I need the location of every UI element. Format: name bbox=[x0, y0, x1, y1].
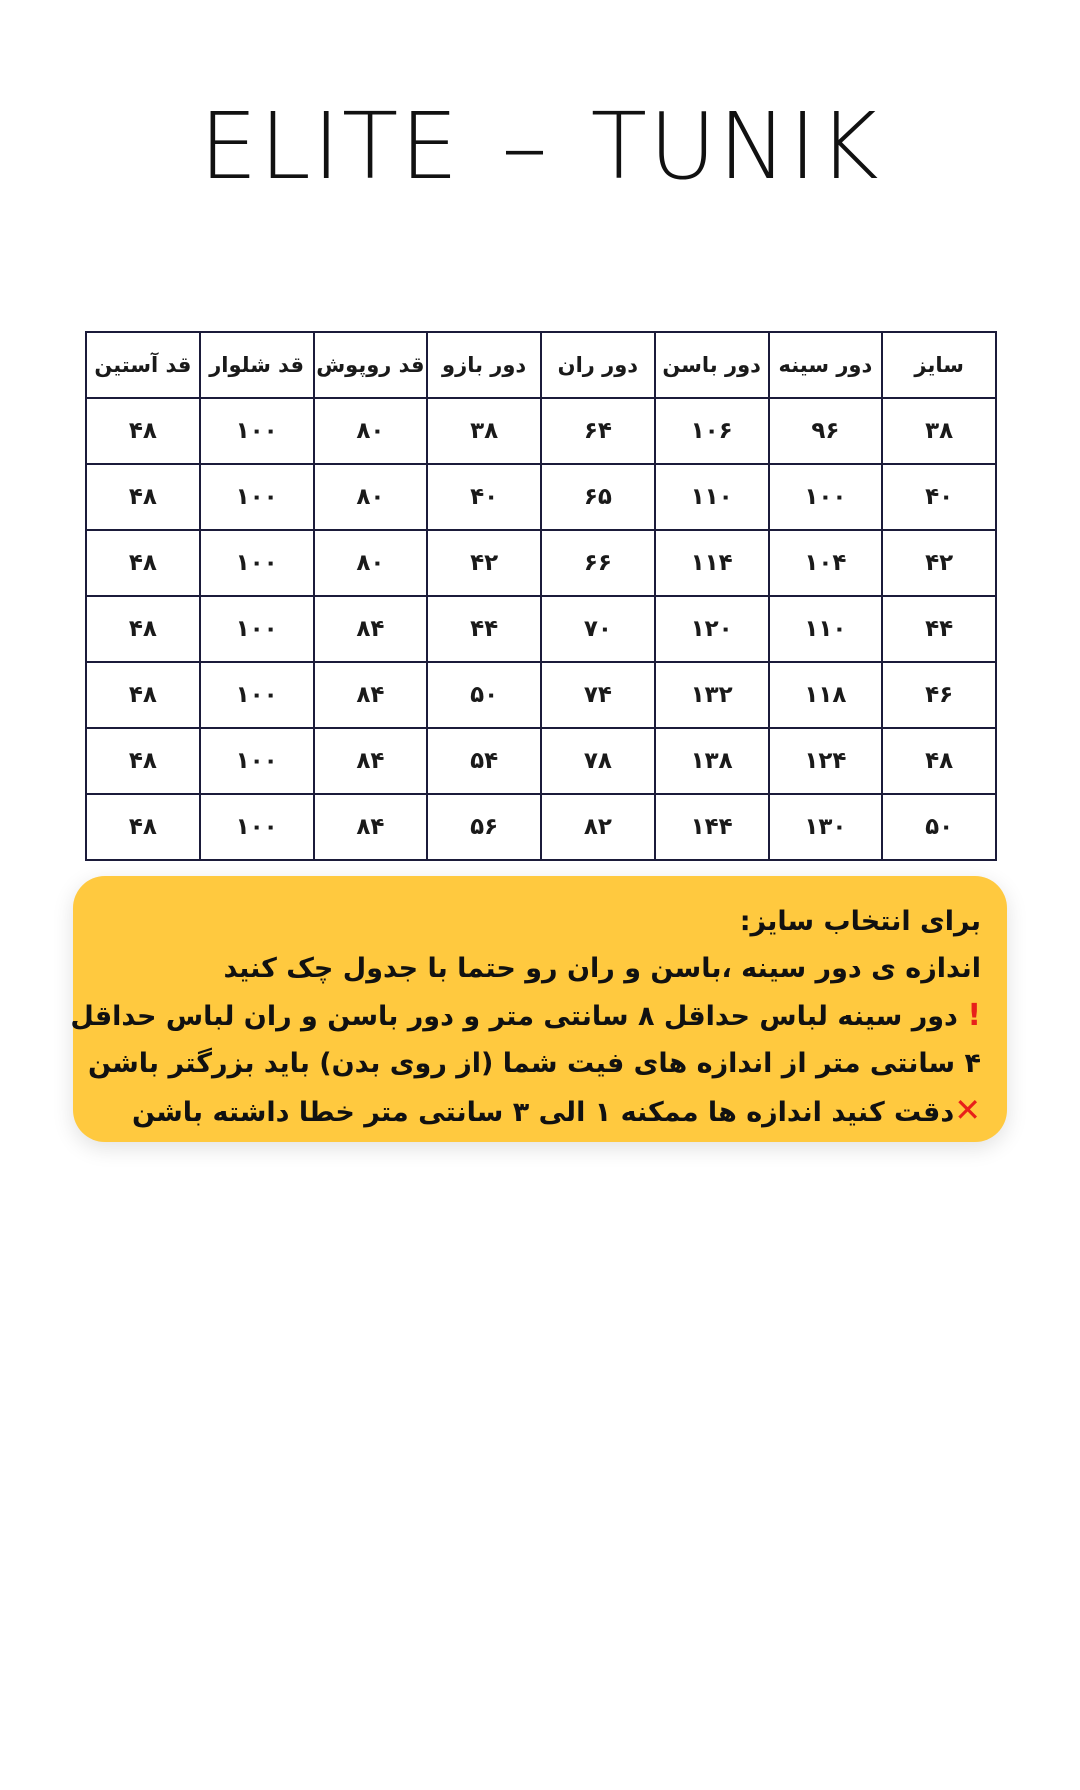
header-thigh: دور ران bbox=[541, 332, 655, 398]
note-line-minimum-ease bbox=[70, 992, 981, 1040]
header-arm: دور بازو bbox=[427, 332, 541, 398]
table-cell: ۱۰۰ bbox=[769, 464, 883, 530]
table-header-row bbox=[86, 332, 996, 398]
header-size: سایز bbox=[882, 332, 996, 398]
table-cell: ۸۰ bbox=[314, 530, 428, 596]
table-cell: ۸۴ bbox=[314, 728, 428, 794]
table-cell: ۴۸ bbox=[86, 662, 200, 728]
table-cell: ۷۸ bbox=[541, 728, 655, 794]
table-cell: ۴۸ bbox=[86, 728, 200, 794]
note-line-fit-size: ۴ سانتی متر از اندازه های فیت شما (از روی بدن) باید بزرگتر باشن bbox=[87, 1048, 981, 1079]
header-tunic-length: قد روپوش bbox=[314, 332, 428, 398]
table-cell: ۴۰ bbox=[427, 464, 541, 530]
table-cell: ۱۳۰ bbox=[769, 794, 883, 860]
table-cell: ۴۸ bbox=[86, 596, 200, 662]
table-cell: ۸۰ bbox=[314, 464, 428, 530]
table-cell: ۱۰۰ bbox=[200, 662, 314, 728]
cross-icon: ✕ bbox=[954, 1091, 981, 1129]
note-line-minimum-ease-text: دور سینه لباس حداقل ۸ سانتی متر و دور باسن و ران لباس حداقل bbox=[70, 1001, 958, 1032]
header-sleeve-length: قد آستین bbox=[86, 332, 200, 398]
table-row bbox=[86, 728, 996, 794]
table-cell: ۶۵ bbox=[541, 464, 655, 530]
table-cell: ۸۴ bbox=[314, 662, 428, 728]
note-line-tolerance bbox=[93, 1087, 981, 1136]
table-cell: ۴۸ bbox=[86, 530, 200, 596]
table-cell: ۷۰ bbox=[541, 596, 655, 662]
table-cell: ۴۸ bbox=[86, 794, 200, 860]
table-cell: ۱۳۲ bbox=[655, 662, 769, 728]
table-cell: ۴۶ bbox=[882, 662, 996, 728]
table-cell: ۱۲۴ bbox=[769, 728, 883, 794]
table-cell: ۴۰ bbox=[882, 464, 996, 530]
table-row bbox=[86, 596, 996, 662]
note-line-tolerance-text: دقت کنید اندازه ها ممکنه ۱ الی ۳ سانتی متر خطا داشته باشن bbox=[131, 1097, 955, 1128]
table-row bbox=[86, 530, 996, 596]
table-cell: ۹۶ bbox=[769, 398, 883, 464]
header-pants-length: قد شلوار bbox=[200, 332, 314, 398]
table-cell: ۸۴ bbox=[314, 596, 428, 662]
table-cell: ۸۴ bbox=[314, 794, 428, 860]
page-title: ELITE – TUNIK bbox=[199, 93, 881, 200]
table-cell: ۴۲ bbox=[427, 530, 541, 596]
table-cell: ۱۱۰ bbox=[769, 596, 883, 662]
size-guide-note bbox=[70, 876, 1007, 1142]
table-row bbox=[86, 398, 996, 464]
table-cell: ۱۰۰ bbox=[200, 728, 314, 794]
table-row bbox=[86, 464, 996, 530]
table-cell: ۸۰ bbox=[314, 398, 428, 464]
note-line-check-table: اندازه ی دور سینه ،باسن و ران رو حتما با جدول چک کنید bbox=[223, 953, 981, 984]
table-row bbox=[86, 794, 996, 860]
exclamation-icon: ! bbox=[967, 998, 981, 1033]
table-cell: ۱۱۴ bbox=[655, 530, 769, 596]
table-cell: ۱۰۰ bbox=[200, 464, 314, 530]
table-cell: ۶۶ bbox=[541, 530, 655, 596]
table-cell: ۱۰۰ bbox=[200, 596, 314, 662]
table-cell: ۵۶ bbox=[427, 794, 541, 860]
table-cell: ۱۰۰ bbox=[200, 398, 314, 464]
table-cell: ۵۰ bbox=[882, 794, 996, 860]
table-cell: ۸۲ bbox=[541, 794, 655, 860]
table-cell: ۱۱۸ bbox=[769, 662, 883, 728]
table-cell: ۴۸ bbox=[86, 464, 200, 530]
table-cell: ۴۴ bbox=[882, 596, 996, 662]
header-hip: دور باسن bbox=[655, 332, 769, 398]
table-cell: ۳۸ bbox=[882, 398, 996, 464]
table-cell: ۴۲ bbox=[882, 530, 996, 596]
table-cell: ۱۰۰ bbox=[200, 530, 314, 596]
table-cell: ۵۰ bbox=[427, 662, 541, 728]
table-cell: ۴۴ bbox=[427, 596, 541, 662]
table-cell: ۱۱۰ bbox=[655, 464, 769, 530]
table-cell: ۶۴ bbox=[541, 398, 655, 464]
size-table bbox=[85, 331, 997, 861]
table-cell: ۴۸ bbox=[882, 728, 996, 794]
table-cell: ۱۴۴ bbox=[655, 794, 769, 860]
table-cell: ۵۴ bbox=[427, 728, 541, 794]
table-cell: ۱۲۰ bbox=[655, 596, 769, 662]
table-cell: ۱۰۴ bbox=[769, 530, 883, 596]
note-heading: برای انتخاب سایز: bbox=[739, 906, 981, 937]
table-cell: ۷۴ bbox=[541, 662, 655, 728]
table-cell: ۳۸ bbox=[427, 398, 541, 464]
table-cell: ۱۳۸ bbox=[655, 728, 769, 794]
table-row bbox=[86, 662, 996, 728]
header-chest: دور سینه bbox=[769, 332, 883, 398]
table-cell: ۱۰۶ bbox=[655, 398, 769, 464]
table-cell: ۴۸ bbox=[86, 398, 200, 464]
table-cell: ۱۰۰ bbox=[200, 794, 314, 860]
